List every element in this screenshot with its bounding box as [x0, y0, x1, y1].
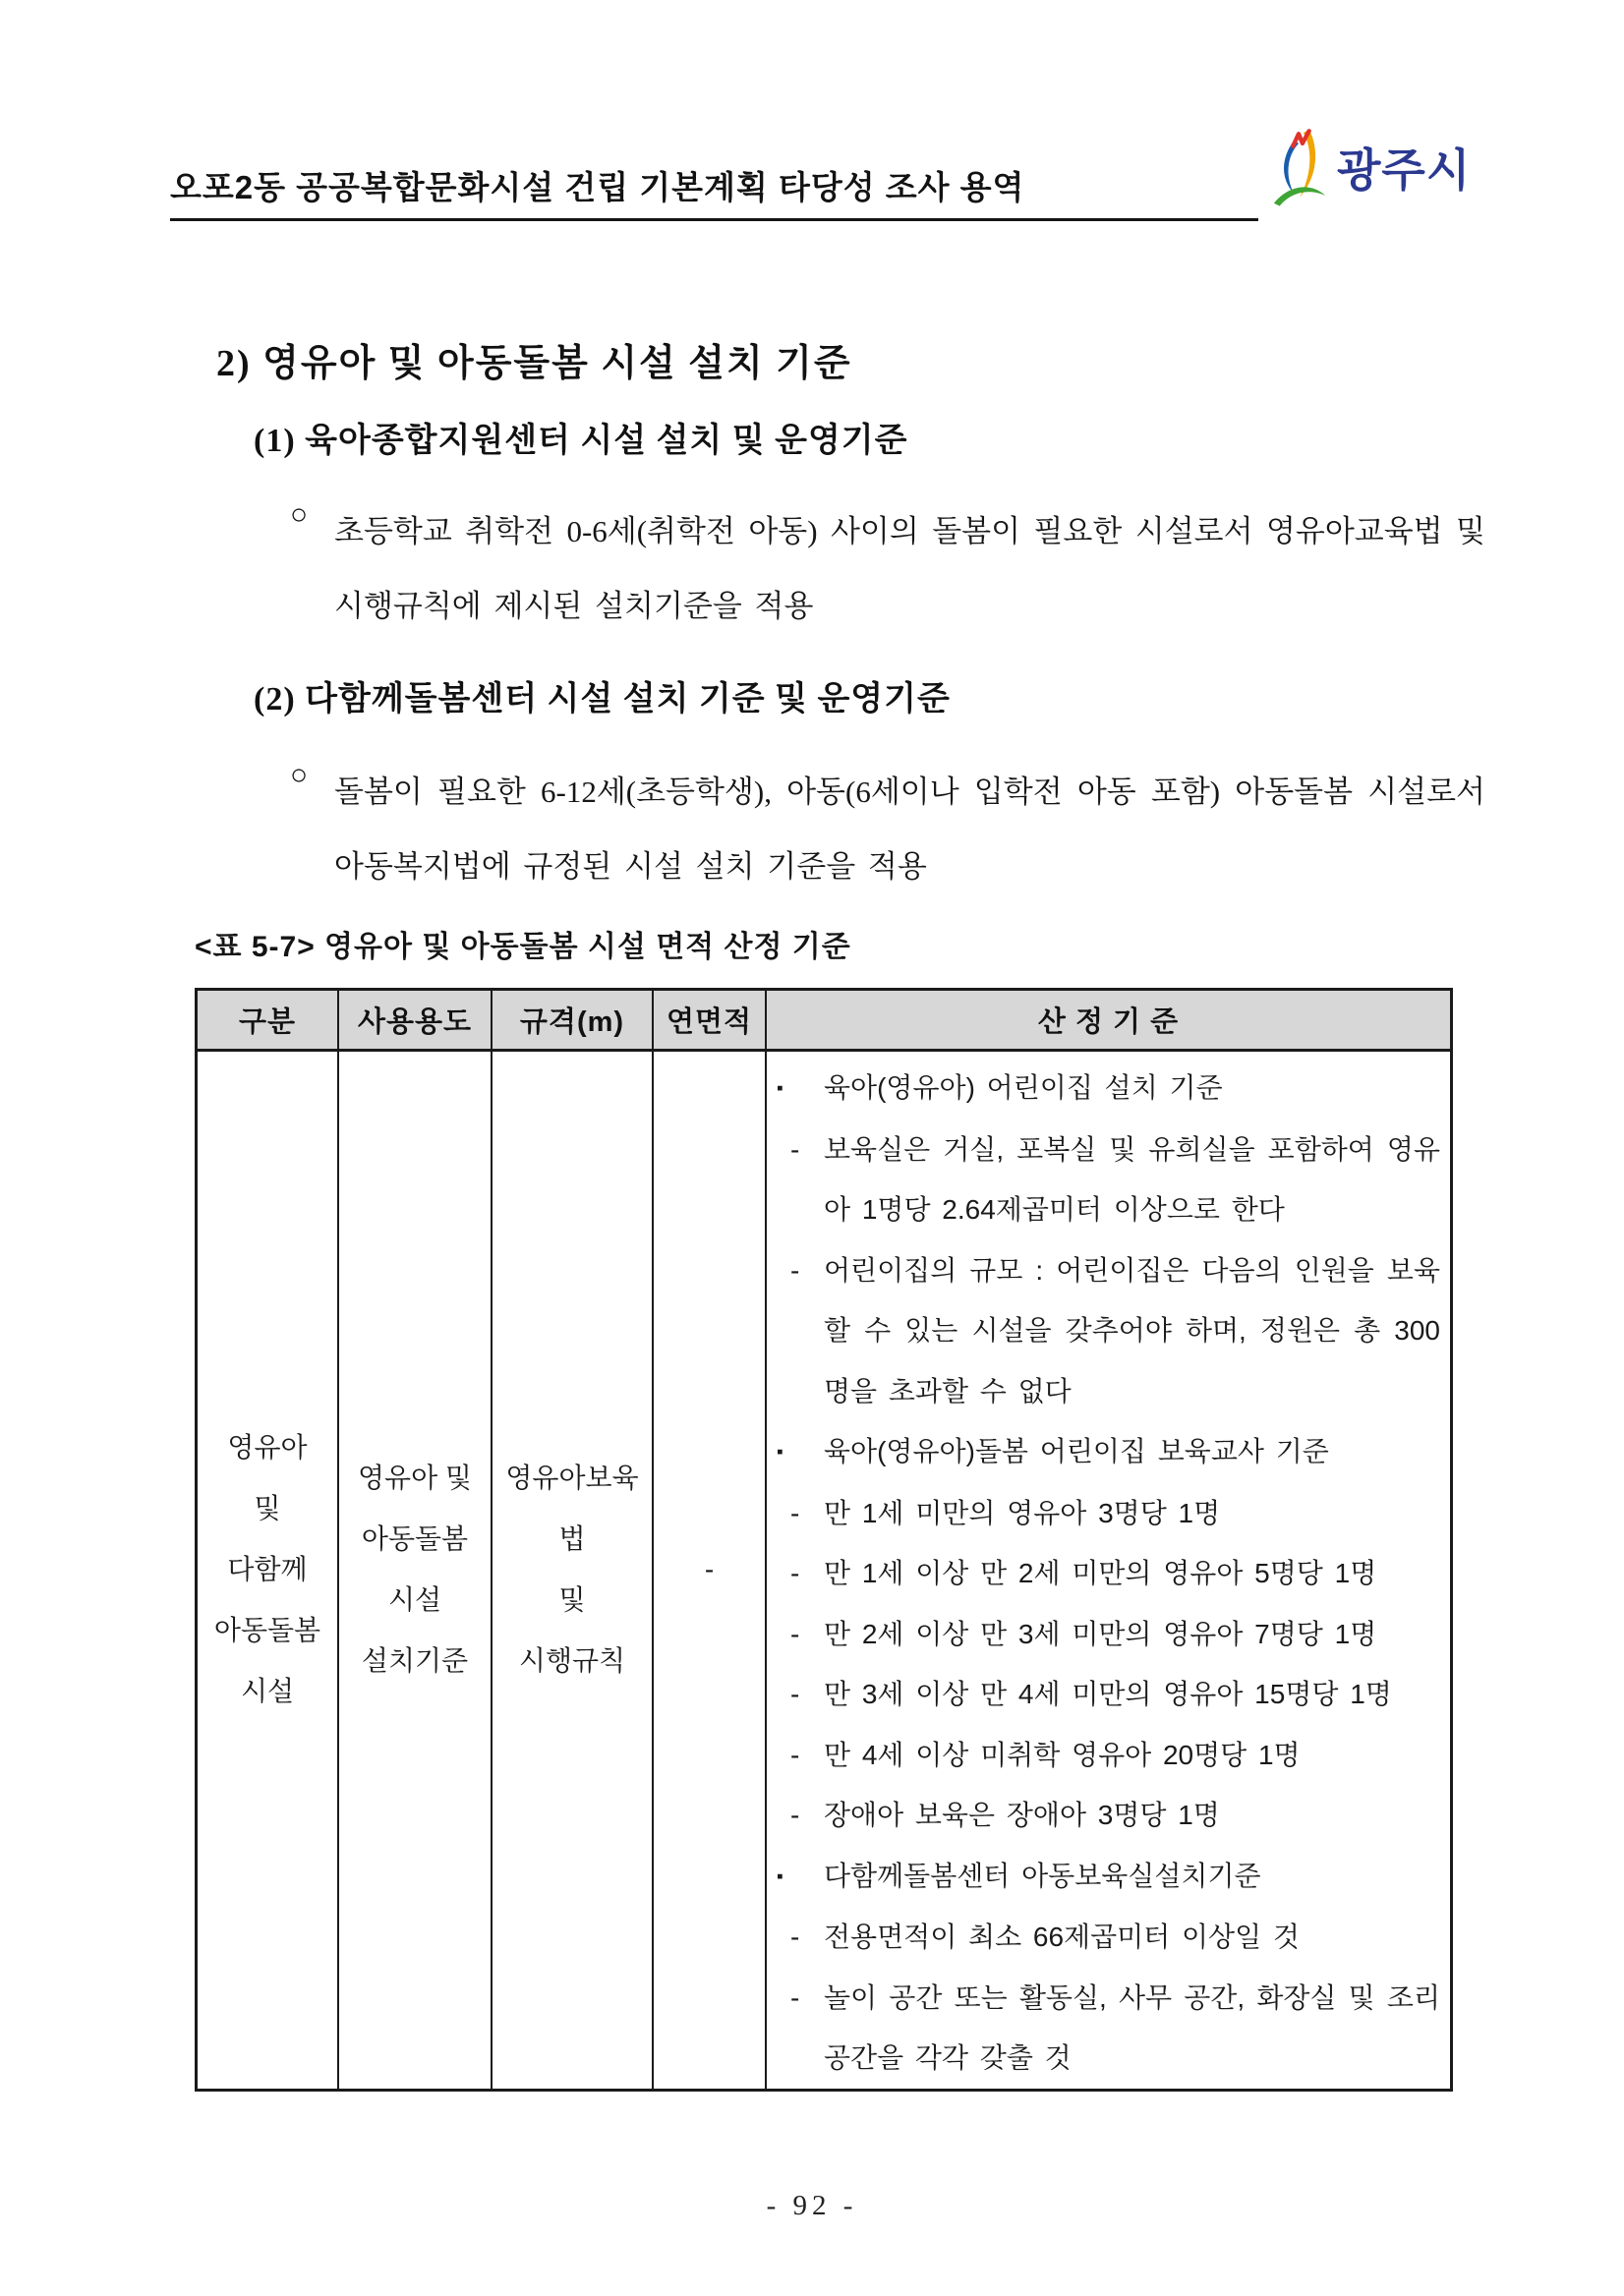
dash-bullet-icon: - [790, 1800, 800, 1830]
square-bullet-icon: ▪ [777, 1866, 783, 1887]
criteria-item [775, 1785, 1440, 1846]
cell-usage-line: 아동돌봄 [361, 1523, 469, 1555]
cell-total-area-value: - [704, 1554, 715, 1585]
column-header-category: 구분 [198, 991, 339, 1049]
criteria-text: 보육실은 거실, 포복실 및 유희실을 포함하여 영유아 1명당 2.64제곱미터 이상으로 한다 [824, 1133, 1440, 1225]
report-header-title: 오포2동 공공복합문화시설 건립 기본계획 타당성 조사 용역 [170, 169, 1025, 205]
cell-standard-line: 영유아보육법 [505, 1463, 639, 1555]
criteria-text: 육아(영유아) 어린이집 설치 기준 [824, 1072, 1223, 1103]
square-bullet-icon: ▪ [777, 1078, 783, 1099]
criteria-item [775, 1421, 1440, 1483]
facility-criteria-table [195, 988, 1453, 2092]
cell-standard-line: 시행규칙 [518, 1645, 626, 1677]
criteria-text: 만 1세 미만의 영유아 3명당 1명 [824, 1497, 1221, 1528]
page-number: - 92 - [766, 2190, 858, 2221]
cell-category-line: 다함께 [227, 1554, 308, 1585]
criteria-text: 전용면적이 최소 66제곱미터 이상일 것 [824, 1922, 1300, 1952]
cell-usage-line: 설치기준 [361, 1645, 469, 1677]
criteria-text: 만 2세 이상 만 3세 미만의 영유아 7명당 1명 [824, 1618, 1377, 1649]
cell-standard-line: 및 [558, 1584, 586, 1616]
criteria-item [775, 1543, 1440, 1604]
criteria-item [775, 1968, 1440, 2089]
cell-category-line: 영유아 [227, 1432, 308, 1464]
dash-bullet-icon: - [790, 1558, 800, 1588]
criteria-item [775, 1058, 1440, 1119]
cell-total-area [654, 1052, 767, 2089]
dash-bullet-icon: - [790, 1618, 800, 1649]
table-row [198, 1052, 1450, 2089]
subsection-2-heading: (2) 다함께돌봄센터 시설 설치 기준 및 운영기준 [254, 681, 951, 718]
column-header-total-area: 연면적 [654, 991, 767, 1049]
criteria-text: 놀이 공간 또는 활동실, 사무 공간, 화장실 및 조리 공간을 각각 갖출 것 [824, 1981, 1440, 2073]
dash-bullet-icon: - [790, 1739, 800, 1770]
cell-criteria [767, 1052, 1450, 2089]
cell-category-line: 아동돌봄 [213, 1615, 321, 1646]
table-caption: <표 5-7> 영유아 및 아동돌봄 시설 면적 산정 기준 [195, 931, 851, 963]
circle-bullet-icon: ○ [290, 498, 309, 531]
criteria-item [775, 1604, 1440, 1665]
criteria-text: 다함께돌봄센터 아동보육실설치기준 [824, 1860, 1261, 1891]
circle-bullet-icon: ○ [290, 759, 309, 791]
criteria-text: 육아(영유아)돌봄 어린이집 보육교사 기준 [824, 1436, 1329, 1466]
header-rule [170, 218, 1258, 221]
subsection-1-heading: (1) 육아종합지원센터 시설 설치 및 운영기준 [254, 423, 908, 459]
column-header-usage: 사용용도 [339, 991, 493, 1049]
cell-usage-line: 시설 [387, 1584, 442, 1616]
cell-standard [493, 1052, 654, 2089]
criteria-text: 어린이집의 규모 : 어린이집은 다음의 인원을 보육할 수 있는 시설을 갖추어야 하며, 정원은 총 300명을 초과할 수 없다 [824, 1254, 1440, 1406]
cell-category-line: 및 [254, 1493, 281, 1524]
square-bullet-icon: ▪ [777, 1442, 783, 1463]
criteria-text: 만 3세 이상 만 4세 미만의 영유아 15명당 1명 [824, 1679, 1392, 1709]
subsection-1-text: 초등학교 취학전 0-6세(취학전 아동) 사이의 돌봄이 필요한 시설로서 영유아교육법 및 시행규칙에 제시된 설치기준을 적용 [334, 514, 1485, 623]
cell-usage-line: 영유아 및 [358, 1463, 472, 1494]
subsection-1-paragraph [290, 494, 1485, 644]
dash-bullet-icon: - [790, 1922, 800, 1952]
criteria-text: 만 4세 이상 미취학 영유아 20명당 1명 [824, 1739, 1301, 1770]
column-header-criteria: 산 정 기 준 [1037, 1006, 1180, 1038]
subsection-2-paragraph [290, 755, 1485, 904]
cell-category-line: 시설 [240, 1676, 295, 1707]
criteria-text: 장애아 보육은 장애아 3명당 1명 [824, 1800, 1220, 1830]
cell-usage [339, 1052, 493, 2089]
column-header-standard: 규격(m) [493, 991, 654, 1049]
gwangju-city-logo-text: 광주시 [1337, 144, 1472, 196]
criteria-item [775, 1664, 1440, 1725]
criteria-item [775, 1240, 1440, 1422]
cell-category [198, 1052, 339, 2089]
criteria-item [775, 1846, 1440, 1908]
gwangju-city-logo [1271, 124, 1471, 210]
criteria-text: 만 1세 이상 만 2세 미만의 영유아 5명당 1명 [824, 1558, 1377, 1588]
criteria-item [775, 1725, 1440, 1786]
dash-bullet-icon: - [790, 1679, 800, 1709]
subsection-2-text: 돌봄이 필요한 6-12세(초등학생), 아동(6세이나 입학전 아동 포함) 아동돌봄 시설로서 아동복지법에 규정된 시설 설치 기준을 적용 [334, 775, 1485, 884]
gwangju-city-emblem-icon [1271, 124, 1328, 210]
dash-bullet-icon: - [790, 1981, 800, 2013]
criteria-item [775, 1907, 1440, 1968]
section-heading: 2) 영유아 및 아동돌봄 시설 설치 기준 [216, 343, 852, 384]
dash-bullet-icon: - [790, 1254, 800, 1286]
dash-bullet-icon: - [790, 1497, 800, 1528]
criteria-item [775, 1483, 1440, 1544]
criteria-item [775, 1119, 1440, 1240]
dash-bullet-icon: - [790, 1133, 800, 1165]
table-header-row [198, 991, 1450, 1052]
